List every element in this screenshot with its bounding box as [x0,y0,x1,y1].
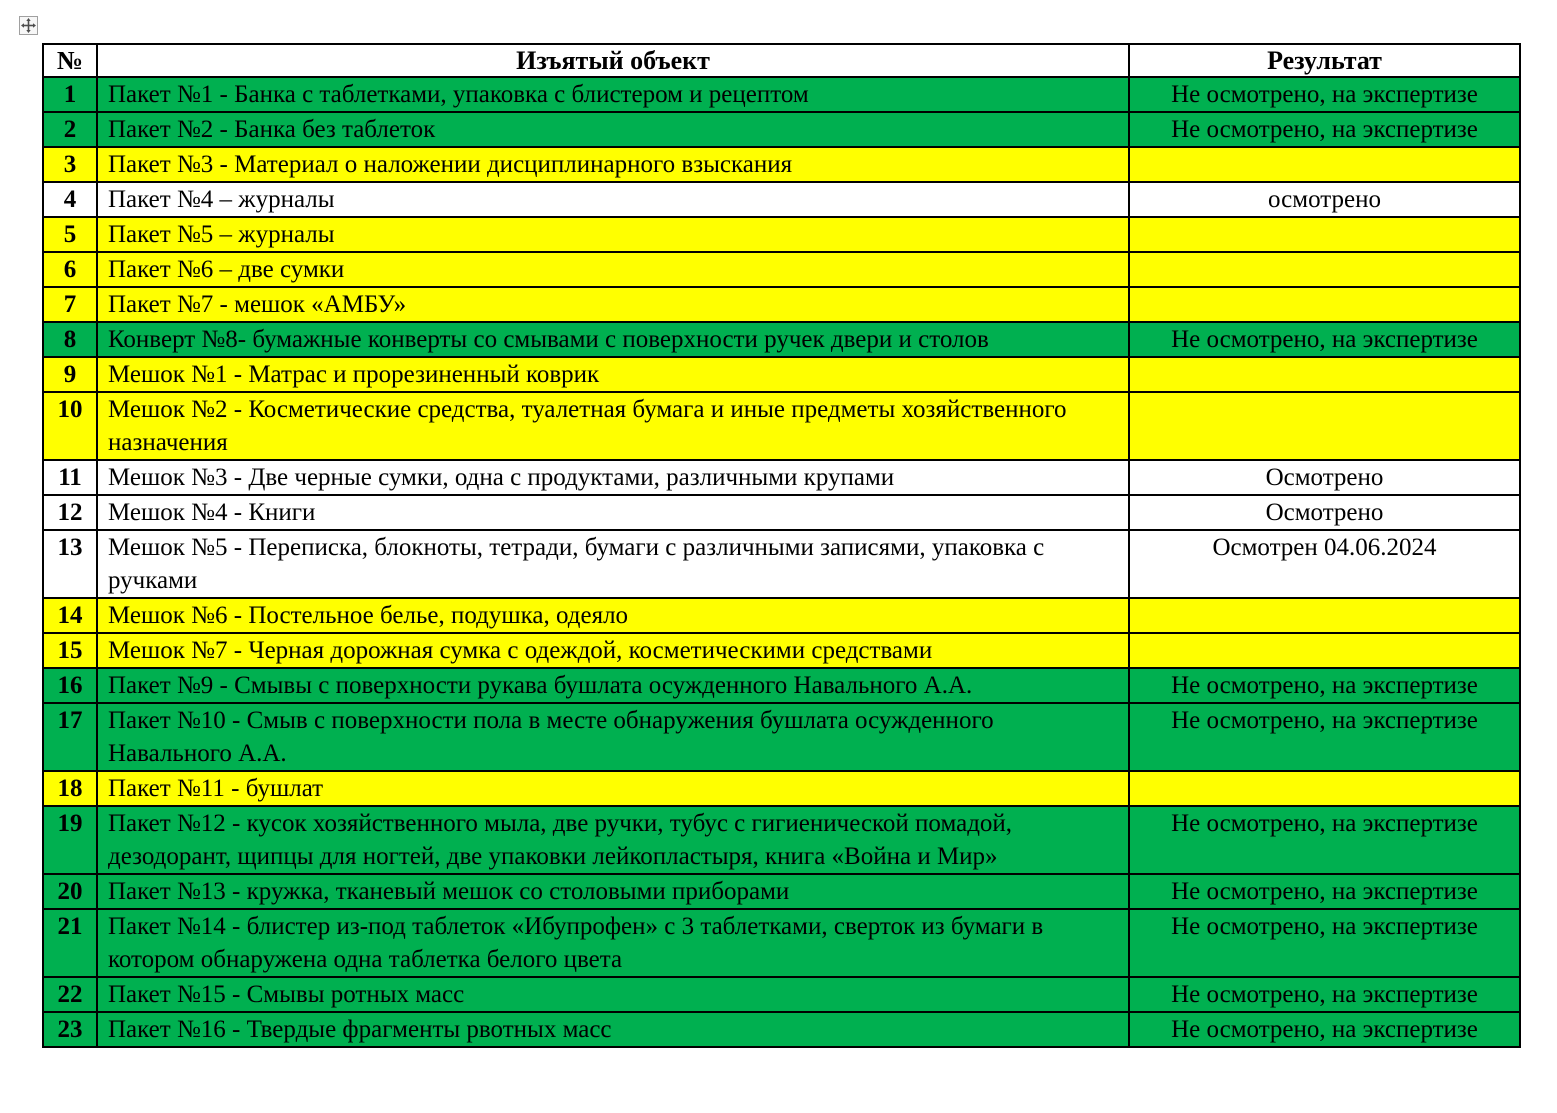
cell-number[interactable]: 7 [43,287,97,322]
cell-object[interactable]: Пакет №3 - Материал о наложении дисциплинарного взыскания [97,147,1129,182]
cell-object[interactable]: Пакет №2 - Банка без таблеток [97,112,1129,147]
cell-object[interactable]: Пакет №12 - кусок хозяйственного мыла, две ручки, тубус с гигиенической помадой, дезодорант, щипцы для ногтей, две упаковки лейкопластыря, книга «Война и Мир» [97,806,1129,874]
cell-object[interactable]: Пакет №7 - мешок «АМБУ» [97,287,1129,322]
table-row [43,598,1520,633]
table-row [43,530,1520,598]
table-row [43,77,1520,112]
cell-object[interactable]: Мешок №1 - Матрас и прорезиненный коврик [97,357,1129,392]
cell-object[interactable]: Мешок №3 - Две черные сумки, одна с продуктами, различными крупами [97,460,1129,495]
table-row [43,495,1520,530]
table-row [43,357,1520,392]
cell-result[interactable]: Осмотрено [1129,495,1520,530]
cell-number[interactable]: 8 [43,322,97,357]
cell-object[interactable]: Мешок №7 - Черная дорожная сумка с одеждой, косметическими средствами [97,633,1129,668]
cell-result[interactable] [1129,252,1520,287]
cell-object[interactable]: Пакет №16 - Твердые фрагменты рвотных масс [97,1012,1129,1047]
table-move-handle[interactable] [19,16,38,35]
table-row [43,392,1520,460]
table-row [43,668,1520,703]
cell-number[interactable]: 23 [43,1012,97,1047]
cell-object[interactable]: Пакет №15 - Смывы ротных масс [97,977,1129,1012]
cell-result[interactable]: Не осмотрено, на экспертизе [1129,703,1520,771]
table-row [43,460,1520,495]
cell-result[interactable]: Осмотрено [1129,460,1520,495]
table-row [43,182,1520,217]
cell-number[interactable]: 19 [43,806,97,874]
cell-result[interactable]: Не осмотрено, на экспертизе [1129,668,1520,703]
cell-number[interactable]: 20 [43,874,97,909]
cell-number[interactable]: 11 [43,460,97,495]
cell-object[interactable]: Пакет №10 - Смыв с поверхности пола в месте обнаружения бушлата осужденного Навального А.А. [97,703,1129,771]
cell-object[interactable]: Мешок №5 - Переписка, блокноты, тетради, бумаги с различными записями, упаковка с ручками [97,530,1129,598]
table-row [43,771,1520,806]
cell-number[interactable]: 5 [43,217,97,252]
cell-number[interactable]: 18 [43,771,97,806]
header-row [43,44,1520,77]
table-row [43,633,1520,668]
table-row [43,909,1520,977]
cell-number[interactable]: 22 [43,977,97,1012]
cell-number[interactable]: 14 [43,598,97,633]
cell-result[interactable]: Не осмотрено, на экспертизе [1129,1012,1520,1047]
cell-result[interactable] [1129,357,1520,392]
cell-number[interactable]: 21 [43,909,97,977]
cell-object[interactable]: Конверт №8- бумажные конверты со смывами с поверхности ручек двери и столов [97,322,1129,357]
table-row [43,806,1520,874]
column-header-object[interactable]: Изъятый объект [97,44,1129,77]
cell-number[interactable]: 6 [43,252,97,287]
cell-number[interactable]: 2 [43,112,97,147]
cell-object[interactable]: Пакет №14 - блистер из-под таблеток «Ибупрофен» с 3 таблетками, сверток из бумаги в котором обнаружена одна таблетка белого цвета [97,909,1129,977]
cell-number[interactable]: 4 [43,182,97,217]
evidence-table [42,43,1521,1048]
cell-result[interactable]: Не осмотрено, на экспертизе [1129,977,1520,1012]
cell-object[interactable]: Пакет №1 - Банка с таблетками, упаковка с блистером и рецептом [97,77,1129,112]
move-arrows-icon [21,18,36,33]
cell-result[interactable] [1129,598,1520,633]
cell-number[interactable]: 12 [43,495,97,530]
cell-object[interactable]: Пакет №13 - кружка, тканевый мешок со столовыми приборами [97,874,1129,909]
cell-result[interactable]: Не осмотрено, на экспертизе [1129,874,1520,909]
cell-object[interactable]: Пакет №6 – две сумки [97,252,1129,287]
cell-result[interactable] [1129,392,1520,460]
cell-result[interactable]: Осмотрен 04.06.2024 [1129,530,1520,598]
table-row [43,287,1520,322]
cell-result[interactable]: Не осмотрено, на экспертизе [1129,77,1520,112]
cell-number[interactable]: 9 [43,357,97,392]
cell-object[interactable]: Пакет №9 - Смывы с поверхности рукава бушлата осужденного Навального А.А. [97,668,1129,703]
cell-object[interactable]: Пакет №5 – журналы [97,217,1129,252]
cell-object[interactable]: Мешок №4 - Книги [97,495,1129,530]
cell-number[interactable]: 15 [43,633,97,668]
cell-object[interactable]: Мешок №2 - Косметические средства, туалетная бумага и иные предметы хозяйственного назначения [97,392,1129,460]
cell-result[interactable] [1129,771,1520,806]
cell-result[interactable] [1129,217,1520,252]
cell-result[interactable] [1129,287,1520,322]
column-header-number[interactable]: № [43,44,97,77]
table-row [43,874,1520,909]
column-header-result[interactable]: Результат [1129,44,1520,77]
cell-number[interactable]: 3 [43,147,97,182]
cell-result[interactable]: Не осмотрено, на экспертизе [1129,806,1520,874]
cell-result[interactable]: осмотрено [1129,182,1520,217]
table-row [43,703,1520,771]
cell-object[interactable]: Пакет №4 – журналы [97,182,1129,217]
table-row [43,112,1520,147]
cell-number[interactable]: 16 [43,668,97,703]
table-row [43,322,1520,357]
cell-result[interactable]: Не осмотрено, на экспертизе [1129,112,1520,147]
cell-number[interactable]: 13 [43,530,97,598]
cell-number[interactable]: 10 [43,392,97,460]
table-row [43,147,1520,182]
cell-result[interactable] [1129,633,1520,668]
cell-result[interactable]: Не осмотрено, на экспертизе [1129,322,1520,357]
table-row [43,977,1520,1012]
cell-object[interactable]: Мешок №6 - Постельное белье, подушка, одеяло [97,598,1129,633]
cell-number[interactable]: 17 [43,703,97,771]
table-row [43,217,1520,252]
cell-number[interactable]: 1 [43,77,97,112]
table-body [43,77,1520,1047]
table-row [43,252,1520,287]
cell-result[interactable]: Не осмотрено, на экспертизе [1129,909,1520,977]
table-row [43,1012,1520,1047]
cell-object[interactable]: Пакет №11 - бушлат [97,771,1129,806]
cell-result[interactable] [1129,147,1520,182]
